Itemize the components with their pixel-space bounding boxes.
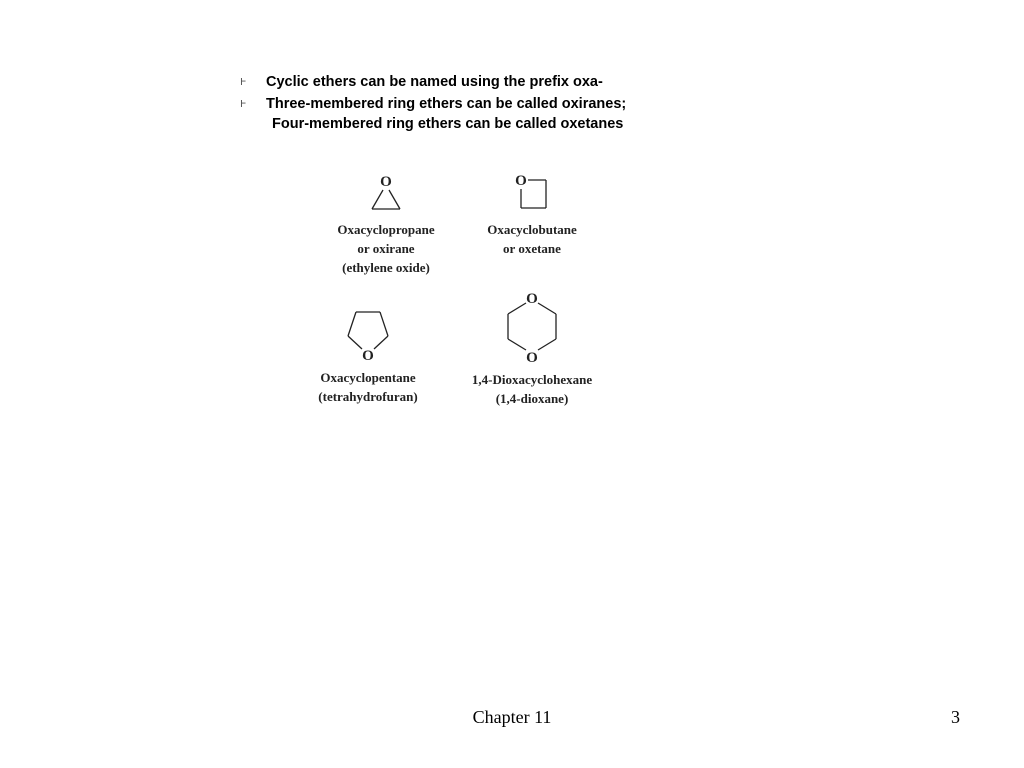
oxygen-atom-label: O — [362, 348, 374, 364]
bullet-text: Three-membered ring ethers can be called oxiranes; — [266, 96, 627, 112]
oxygen-atom-label: O — [380, 174, 392, 190]
bullet-list — [238, 72, 758, 136]
bullet-text: Cyclic ethers can be named using the prefix oxa- — [266, 74, 603, 90]
bond-line — [374, 336, 388, 349]
oxygen-atom-label: O — [515, 173, 527, 189]
molecule-name: (tetrahydrofuran) — [318, 389, 418, 404]
oxirane-structure — [356, 172, 416, 214]
molecule-thf — [298, 306, 438, 406]
bond-line — [538, 339, 556, 350]
molecule-name: or oxirane — [357, 241, 415, 256]
bond-line — [508, 339, 526, 350]
bond-line — [348, 312, 356, 336]
footer-chapter-label: Chapter 11 — [472, 707, 552, 727]
bond-line — [508, 303, 526, 314]
molecule-name: Oxacyclopropane — [337, 222, 435, 237]
molecule-oxetane — [466, 170, 598, 258]
oxygen-atom-label-bottom: O — [526, 350, 538, 366]
page-number: 3 — [951, 707, 960, 727]
bond-line — [348, 336, 362, 349]
oxetane-structure — [502, 170, 562, 214]
molecule-name: Oxacyclopentane — [320, 370, 416, 385]
molecule-oxirane — [316, 172, 456, 277]
thf-structure — [338, 306, 398, 364]
molecule-dioxane — [452, 288, 612, 408]
bullet-icon: Ⱶ — [240, 77, 247, 88]
bond-line — [372, 190, 383, 209]
molecule-name: or oxetane — [503, 241, 561, 256]
bond-line — [538, 303, 556, 314]
oxygen-atom-label-top: O — [526, 291, 538, 307]
bullet-item — [238, 72, 758, 92]
dioxane-structure — [500, 288, 564, 366]
bond-line — [389, 190, 400, 209]
bullet-icon: Ⱶ — [240, 99, 247, 110]
bond-line — [380, 312, 388, 336]
bullet-item — [238, 94, 758, 134]
molecule-name: (1,4-dioxane) — [495, 391, 569, 406]
molecule-name: Oxacyclobutane — [487, 222, 577, 237]
molecule-name: 1,4-Dioxacyclohexane — [471, 372, 593, 387]
molecule-name: (ethylene oxide) — [342, 260, 430, 275]
bullet-text-continuation: Four-membered ring ethers can be called oxetanes — [272, 116, 624, 132]
